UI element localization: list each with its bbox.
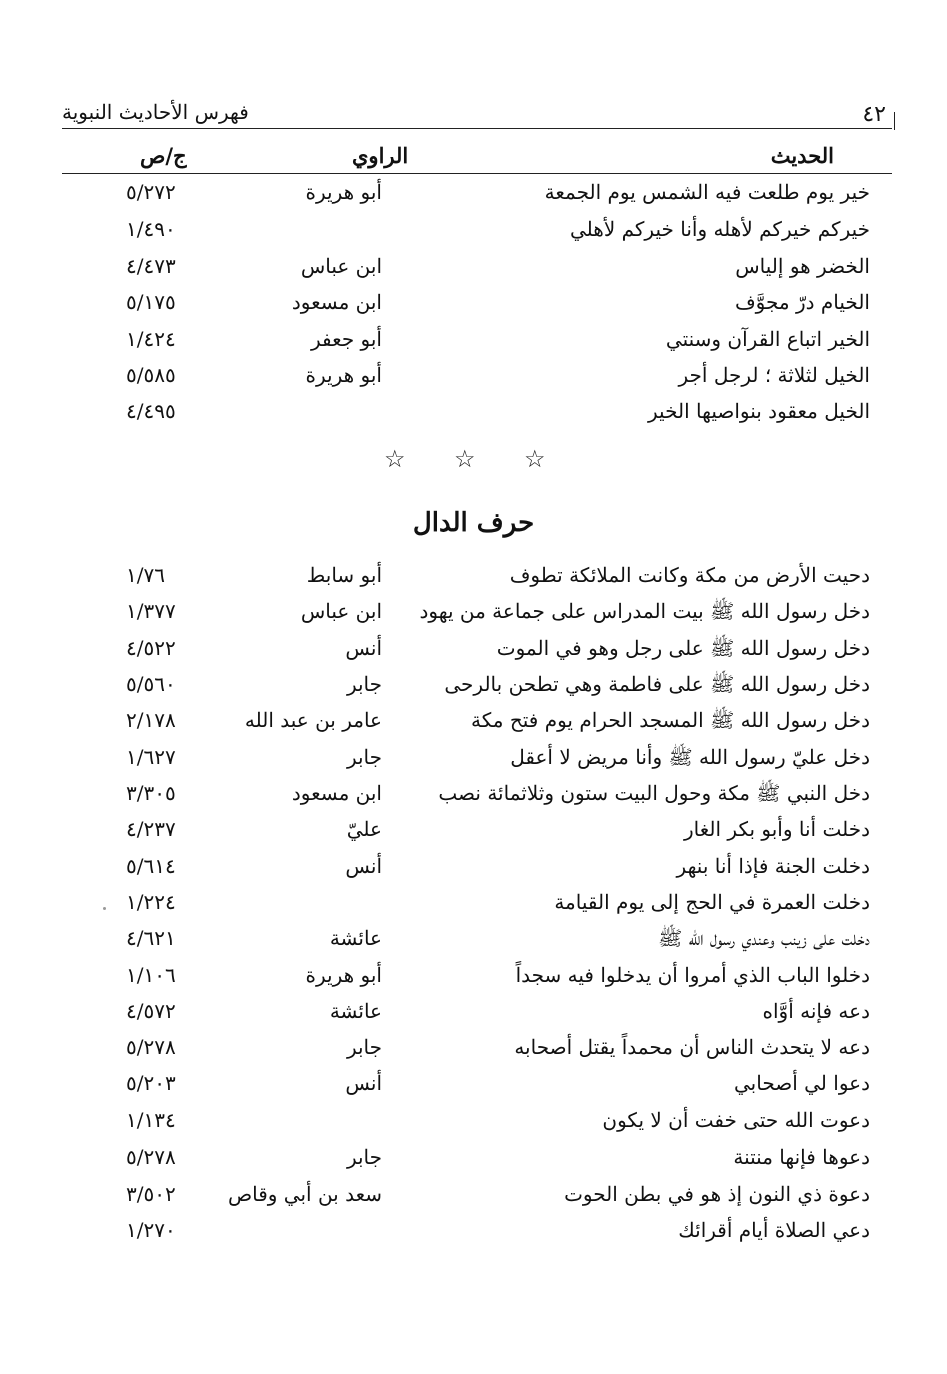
- table-row: [62, 854, 892, 888]
- hadith-text: دعي الصلاة أيام أقرائك: [678, 1218, 870, 1242]
- table-row: [62, 1145, 892, 1179]
- table-row: [62, 781, 892, 815]
- hadith-text: خيركم خيركم لأهله وأنا خيركم لأهلي: [570, 217, 870, 241]
- hadith-text: الخير اتباع القرآن وسنتي: [665, 327, 870, 351]
- section-title: حرف الدال: [412, 508, 535, 538]
- volume-page-ref: ٥/٦١٤: [126, 854, 176, 878]
- hadith-text: دخلت العمرة في الحج إلى يوم القيامة: [554, 890, 870, 914]
- column-header-rawi: الراوي: [352, 143, 409, 168]
- rawi-name: عامر بن عبد الله: [244, 708, 382, 732]
- volume-page-ref: ١/١٣٤: [126, 1108, 176, 1132]
- rawi-name: جابر: [346, 1035, 382, 1059]
- rawi-name: أبو هريرة: [305, 180, 382, 204]
- volume-page-ref: ١/٣٧٧: [126, 599, 176, 623]
- hadith-text: دعوت الله حتى خفت أن لا يكون: [602, 1108, 870, 1132]
- page-number: ٤٢: [862, 102, 886, 127]
- volume-page-ref: ٥/١٧٥: [126, 290, 176, 314]
- rawi-name: جابر: [346, 745, 382, 769]
- table-row: [62, 1218, 892, 1252]
- table-row: [62, 290, 892, 324]
- volume-page-ref: ٣/٣٠٥: [126, 781, 176, 805]
- hadith-text: دعه لا يتحدث الناس أن محمداً يقتل أصحابه: [514, 1035, 870, 1059]
- table-row: [62, 180, 892, 214]
- rawi-name: جابر: [346, 672, 382, 696]
- volume-page-ref: ١/٤٢٤: [126, 327, 176, 351]
- hadith-text: دخلت أنا وأبو بكر الغار: [684, 817, 870, 841]
- table-row: [62, 563, 892, 597]
- table-row: [62, 599, 892, 633]
- hadith-text: دعوا لي أصحابي: [734, 1071, 870, 1095]
- table-row: [62, 708, 892, 742]
- table-row: [62, 963, 892, 997]
- column-header-ref: ج/ص: [140, 143, 187, 168]
- table-row: [62, 1108, 892, 1142]
- table-row: [62, 1035, 892, 1069]
- rawi-name: ابن عباس: [300, 254, 382, 278]
- volume-page-ref: ٥/٢٧٢: [126, 180, 176, 204]
- hadith-text: دخل رسول الله ﷺ على فاطمة وهي تطحن بالرحى: [444, 672, 870, 696]
- star-icon: ☆: [454, 445, 476, 473]
- volume-page-ref: ٢/١٧٨: [126, 708, 176, 732]
- column-header-hadith: الحديث: [770, 143, 834, 168]
- hadith-text: الخيام درّ مجوَّف: [734, 290, 870, 314]
- volume-page-ref: ١/٤٩٠: [126, 217, 176, 241]
- table-row: [62, 327, 892, 361]
- volume-page-ref: ٤/٤٩٥: [126, 399, 176, 423]
- table-row: [62, 890, 892, 924]
- volume-page-ref: ٥/٥٨٥: [126, 363, 176, 387]
- rawi-name: ابن مسعود: [291, 781, 382, 805]
- hadith-text: الخيل لثلاثة ؛ لرجل أجر: [678, 363, 870, 387]
- volume-page-ref: ٣/٥٠٢: [126, 1182, 176, 1206]
- rawi-name: أبو هريرة: [305, 963, 382, 987]
- hadith-text: خير يوم طلعت فيه الشمس يوم الجمعة: [544, 180, 870, 204]
- volume-page-ref: ٤/٤٧٣: [126, 254, 176, 278]
- volume-page-ref: ٤/٢٣٧: [126, 817, 176, 841]
- volume-page-ref: ٤/٦٢١: [126, 926, 176, 950]
- rawi-name: أنس: [345, 1071, 382, 1095]
- rawi-name: أبو جعفر: [311, 327, 382, 351]
- rawi-name: سعد بن أبي وقاص: [227, 1182, 382, 1206]
- hadith-text: دخلت على زينب وعندي رسول الله ﷺ: [658, 926, 870, 950]
- volume-page-ref: ٥/٥٦٠: [126, 672, 176, 696]
- table-row: [62, 745, 892, 779]
- hadith-text: الخيل معقود بنواصيها الخير: [648, 399, 870, 423]
- volume-page-ref: ١/٢٢٤: [126, 890, 176, 914]
- star-separator: [384, 445, 554, 475]
- rawi-name: ابن مسعود: [291, 290, 382, 314]
- volume-page-ref: ٥/٢٧٨: [126, 1035, 176, 1059]
- scan-speck: [103, 907, 106, 910]
- volume-page-ref: ١/٧٦: [126, 563, 165, 587]
- rawi-name: جابر: [346, 1145, 382, 1169]
- hadith-text: دعوها فإنها منتنة: [733, 1145, 870, 1169]
- rawi-name: أنس: [345, 854, 382, 878]
- table-row: [62, 399, 892, 433]
- rawi-name: عائشة: [329, 926, 382, 950]
- hadith-text: دخلت الجنة فإذا أنا بنهر: [676, 854, 870, 878]
- table-row: [62, 672, 892, 706]
- hadith-text: دخل رسول الله ﷺ على رجل وهو في الموت: [496, 636, 870, 660]
- table-row: [62, 217, 892, 251]
- volume-page-ref: ٤/٥٢٢: [126, 636, 176, 660]
- table-row: [62, 926, 892, 960]
- volume-page-ref: ١/١٠٦: [126, 963, 176, 987]
- table-row: [62, 636, 892, 670]
- hadith-text: دعوة ذي النون إذ هو في بطن الحوت: [564, 1182, 870, 1206]
- hadith-text: دخلوا الباب الذي أمروا أن يدخلوا فيه سجداً: [515, 963, 870, 987]
- star-icon: ☆: [524, 445, 546, 473]
- table-row: [62, 1071, 892, 1105]
- corner-mark: [894, 112, 896, 130]
- hadith-text: دخل رسول الله ﷺ بيت المدراس على جماعة من يهود: [419, 599, 870, 623]
- table-row: [62, 817, 892, 851]
- rawi-name: عائشة: [329, 999, 382, 1023]
- volume-page-ref: ٤/٥٧٢: [126, 999, 176, 1023]
- hadith-text: دحيت الأرض من مكة وكانت الملائكة تطوف: [509, 563, 870, 587]
- rawi-name: عليّ: [346, 817, 382, 841]
- hadith-text: دخل عليّ رسول الله ﷺ وأنا مريض لا أعقل: [510, 745, 870, 769]
- running-head: [62, 100, 892, 129]
- table-row: [62, 1182, 892, 1216]
- hadith-text: الخضر هو إلياس: [735, 254, 870, 278]
- volume-page-ref: ١/٦٢٧: [126, 745, 176, 769]
- rawi-name: أبو هريرة: [305, 363, 382, 387]
- star-icon: ☆: [384, 445, 406, 473]
- volume-page-ref: ٥/٢٠٣: [126, 1071, 176, 1095]
- hadith-text: دعه فإنه أوَّاه: [762, 999, 870, 1023]
- rawi-name: أبو سابط: [306, 563, 382, 587]
- table-row: [62, 363, 892, 397]
- hadith-text: دخل رسول الله ﷺ المسجد الحرام يوم فتح مكة: [471, 708, 870, 732]
- table-row: [62, 254, 892, 288]
- volume-page-ref: ١/٢٧٠: [126, 1218, 176, 1242]
- rawi-name: أنس: [345, 636, 382, 660]
- hadith-text: دخل النبي ﷺ مكة وحول البيت ستون وثلاثمائة نصب: [438, 781, 870, 805]
- volume-page-ref: ٥/٢٧٨: [126, 1145, 176, 1169]
- table-row: [62, 999, 892, 1033]
- column-headers: [62, 143, 892, 174]
- book-title: فهرس الأحاديث النبوية: [62, 100, 249, 124]
- rawi-name: ابن عباس: [300, 599, 382, 623]
